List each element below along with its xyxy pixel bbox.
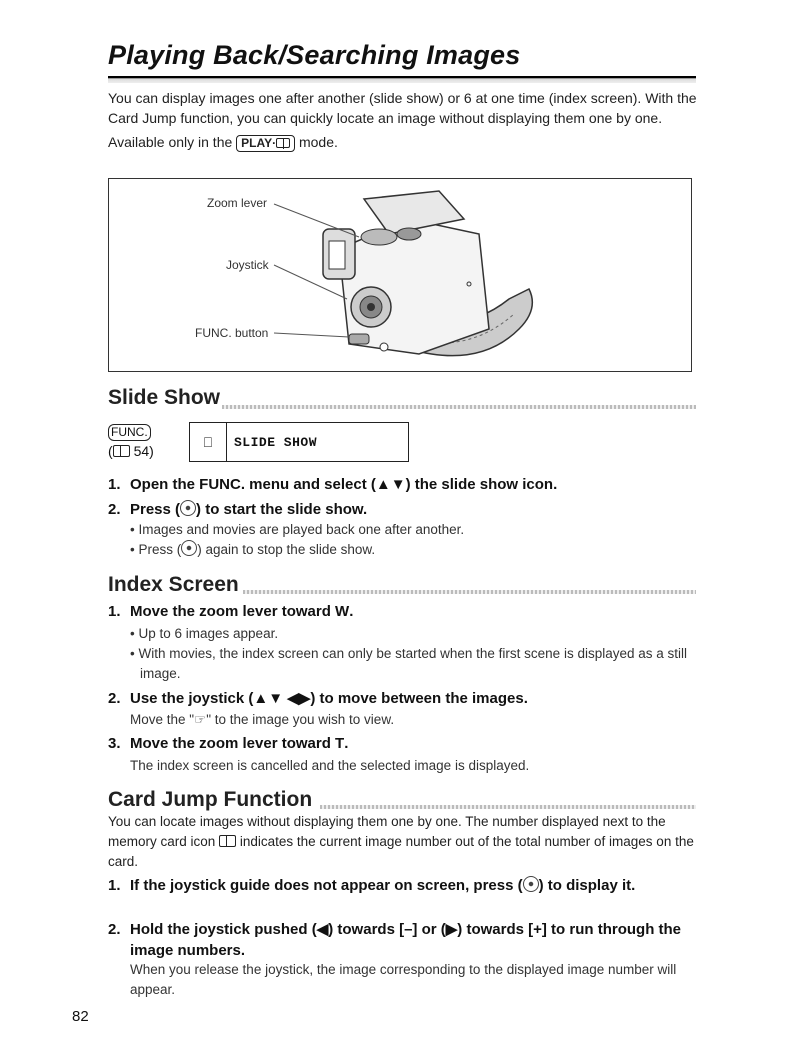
step-text: Open the FUNC. menu and select (	[130, 476, 376, 493]
mode-label: PLAY·	[241, 136, 277, 150]
card-jump-rule	[320, 805, 696, 809]
step-text: ) to start the slide show.	[196, 501, 368, 518]
slide-bullet-2: • Press ( ) again to stop the slide show.	[130, 542, 376, 557]
index-bullet-1: • Up to 6 images appear.	[130, 626, 279, 641]
step-number: 2.	[108, 690, 121, 707]
zoom-lever-callout: Zoom lever	[207, 196, 268, 210]
memory-card-icon	[219, 835, 236, 847]
paragraph-text: You can locate images without displaying them one by one. The number displayed next to the memory card icon	[108, 814, 666, 849]
step-number: 1.	[108, 476, 121, 493]
step-number: 1.	[108, 877, 121, 894]
func-button-symbol: FUNC.	[108, 424, 151, 441]
card-step-1	[108, 875, 698, 896]
index-screen-heading: Index Screen	[108, 573, 239, 596]
bullet-text: With movies, the index screen can only be started when the first scene is displayed as a still image.	[138, 646, 688, 681]
page-reference-number: 54	[133, 443, 150, 459]
slide-step-2	[108, 500, 367, 518]
bullet-text: Images and movies are played back one after another.	[138, 522, 465, 537]
lcd-text: SLIDE SHOW	[234, 434, 318, 450]
camcorder-figure	[108, 178, 692, 372]
up-down-arrows-icon: ▲▼	[375, 476, 406, 493]
zoom-t-key: T	[335, 735, 345, 752]
page-title: Playing Back/Searching Images	[108, 40, 521, 70]
step-text: Hold the joystick pushed (	[130, 921, 317, 938]
joystick-icon	[180, 500, 196, 516]
step-text: ) towards [–] or (	[328, 921, 446, 938]
paragraph-text: indicates the current image number out of the total number of images on the card.	[108, 834, 694, 869]
func-button-callout: FUNC. button	[195, 326, 269, 340]
zoom-w-key: W	[335, 603, 350, 620]
availability-prefix: Available only in the	[108, 134, 233, 150]
page-reference: ( 54)	[108, 443, 154, 459]
book-icon	[113, 445, 130, 457]
card-icon	[276, 138, 290, 148]
step-text: ) to move between the images.	[310, 690, 528, 707]
step-text: Move the zoom lever toward	[130, 603, 331, 620]
intro-paragraph: You can display images one after another (slide show) or 6 at one time (index screen). With the Card Jump function, you can quickly locate an image without displaying them one by one.	[108, 90, 697, 126]
availability-line	[108, 132, 698, 152]
step-number: 1.	[108, 603, 121, 620]
bullet-text: Press (	[138, 542, 182, 557]
camcorder-illustration	[109, 179, 693, 373]
slide-show-heading: Slide Show	[108, 386, 221, 409]
index-step-3: 3. Move the zoom lever toward T.	[108, 735, 349, 752]
index-step-3-note: The index screen is cancelled and the selected image is displayed.	[130, 758, 530, 773]
title-rule	[108, 76, 696, 83]
step-text: Move the zoom lever toward	[130, 735, 331, 752]
slide-bullet-1: • Images and movies are played back one after another.	[130, 522, 465, 537]
step-number: 3.	[108, 735, 121, 752]
card-jump-heading: Card Jump Function	[108, 788, 313, 811]
note-text: " to the image you wish to view.	[206, 712, 395, 727]
slide-show-icon: ⎕	[190, 423, 227, 461]
step-text: Use the joystick (	[130, 690, 254, 707]
joystick-icon	[181, 540, 197, 556]
step-number: 2.	[108, 921, 121, 938]
index-step-2	[108, 689, 528, 707]
left-arrow-icon: ◀	[316, 921, 329, 938]
step-text: If the joystick guide does not appear on screen, press (	[130, 877, 523, 894]
play-mode-badge	[236, 135, 295, 152]
bullet-text: Up to 6 images appear.	[138, 626, 279, 641]
index-screen-rule	[243, 590, 696, 594]
step-text: ) towards [+] to run through the image numbers.	[130, 921, 682, 959]
slide-step-1	[108, 476, 557, 493]
page-number: 82	[72, 1008, 89, 1025]
step-number: 2.	[108, 501, 121, 518]
joystick-icon	[523, 876, 539, 892]
four-way-arrows-icon: ▲▼ ◀▶	[253, 690, 311, 707]
step-text: ) the slide show icon.	[405, 476, 558, 493]
step-text: Press (	[130, 501, 181, 518]
index-step-2-note	[130, 710, 394, 730]
hand-pointer-icon: ☞	[194, 712, 207, 727]
slide-show-rule	[222, 405, 696, 409]
lcd-menu-box	[189, 422, 409, 462]
step-text: ) to display it.	[538, 877, 636, 894]
card-step-2	[108, 919, 698, 961]
right-arrow-icon: ▶	[445, 921, 458, 938]
bullet-text: ) again to stop the slide show.	[197, 542, 376, 557]
note-text: Move the "	[130, 712, 195, 727]
index-bullet-2: • With movies, the index screen can only be started when the first scene is displayed as a still image.	[130, 646, 688, 681]
card-jump-paragraph	[108, 812, 698, 872]
card-step-2-note: When you release the joystick, the image corresponding to the displayed image number will appear.	[130, 962, 677, 997]
intro	[108, 88, 698, 152]
index-step-1: 1. Move the zoom lever toward W.	[108, 603, 354, 620]
joystick-callout: Joystick	[226, 258, 269, 272]
availability-suffix: mode.	[298, 134, 338, 150]
